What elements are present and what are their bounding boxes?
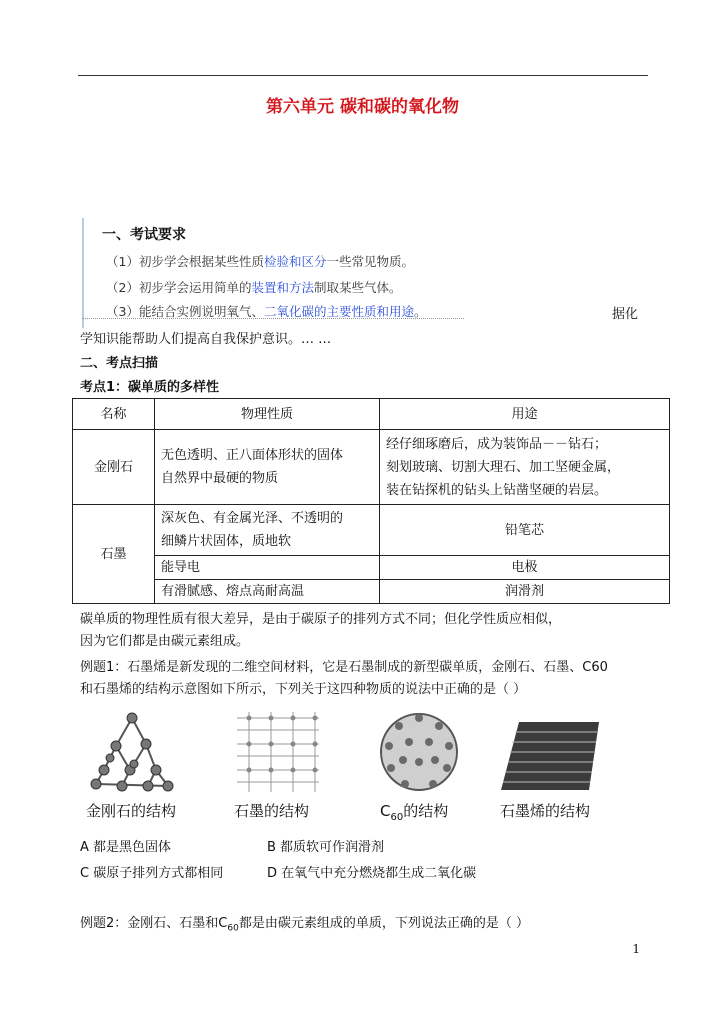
table-header: 物理性质 [155,399,380,430]
option-a: A 都是黑色固体 [80,840,172,855]
table-header: 用途 [380,399,670,430]
option-d: D 在氧气中充分燃烧都生成二氧化碳 [267,866,477,881]
table-cell-uses: 经仔细琢磨后，成为装饰品－－钻石； 刻划玻璃、切割大理石、加工坚硬金属， 装在钻探机的钻头上钻凿坚硬的岩层。 [380,430,670,505]
table-cell-props: 深灰色、有金属光泽、不透明的 细鳞片状固体，质地软 [155,505,380,556]
table-row [73,505,670,556]
graphite-caption: 石墨的结构 [234,802,310,820]
diamond-structure-image [86,708,178,794]
table-row [73,556,670,580]
carbon-properties-table [72,398,670,604]
table-header-row [73,399,670,430]
c60-structure-image [377,708,461,796]
table-cell-uses: 润滑剂 [380,580,670,604]
table-cell-uses: 铅笔芯 [380,505,670,556]
text-fragment-line: 学知识能帮助人们提高自我保护意识。… … [80,332,332,347]
point-heading: 考点1：碳单质的多样性 [80,380,220,395]
requirements-box [82,218,466,328]
graphene-caption: 石墨烯的结构 [500,802,591,820]
requirements-heading: 一、考试要求 [102,227,186,243]
page-number: 1 [632,942,640,956]
table-cell-uses: 电极 [380,556,670,580]
option-b: B 都质软可作润滑剂 [267,840,385,855]
requirement-item: （2）初步学会运用简单的装置和方法制取某些气体。 [106,280,402,295]
dotted-divider [82,318,464,319]
option-c: C 碳原子排列方式都相同 [80,866,224,881]
example-1: 例题1：石墨烯是新发现的二维空间材料，它是石墨制成的新型碳单质，金刚石、石墨、C60 和石墨烯的结构示意图如下所示，下列关于这四种物质的说法中正确的是（ ） [80,660,608,697]
page-title: 第六单元 碳和碳的氧化物 [266,97,459,117]
requirement-item: （1）初步学会根据某些性质检验和区分一些常见物质。 [106,254,414,269]
c60-caption: $C_{60}$的结构 [380,802,449,823]
graphite-structure-image [233,708,323,796]
table-row [73,580,670,604]
text-fragment: 据化 [612,307,639,322]
table-cell-props: 能导电 [155,556,380,580]
diamond-caption: 金刚石的结构 [86,802,177,820]
paragraph: 碳单质的物理性质有很大差异，是由于碳原子的排列方式不同；但化学性质应相似， 因为它们都是由碳元素组成。 [80,612,562,649]
table-row [73,430,670,505]
graphene-structure-image [499,708,601,794]
requirement-item: （3）能结合实例说明氧气、二氧化碳的主要性质和用途。 [106,304,427,319]
table-cell-name: 石墨 [73,505,155,604]
table-cell-props: 无色透明、正八面体形状的固体 自然界中最硬的物质 [155,430,380,505]
example-2: 例题2：金刚石、石墨和$C_{60}$都是由碳元素组成的单质，下列说法正确的是（ ） [80,916,529,934]
header-rule [78,75,648,76]
table-cell-props: 有滑腻感、熔点高耐高温 [155,580,380,604]
section-heading: 二、考点扫描 [80,356,159,371]
table-header: 名称 [73,399,155,430]
table-cell-name: 金刚石 [73,430,155,505]
